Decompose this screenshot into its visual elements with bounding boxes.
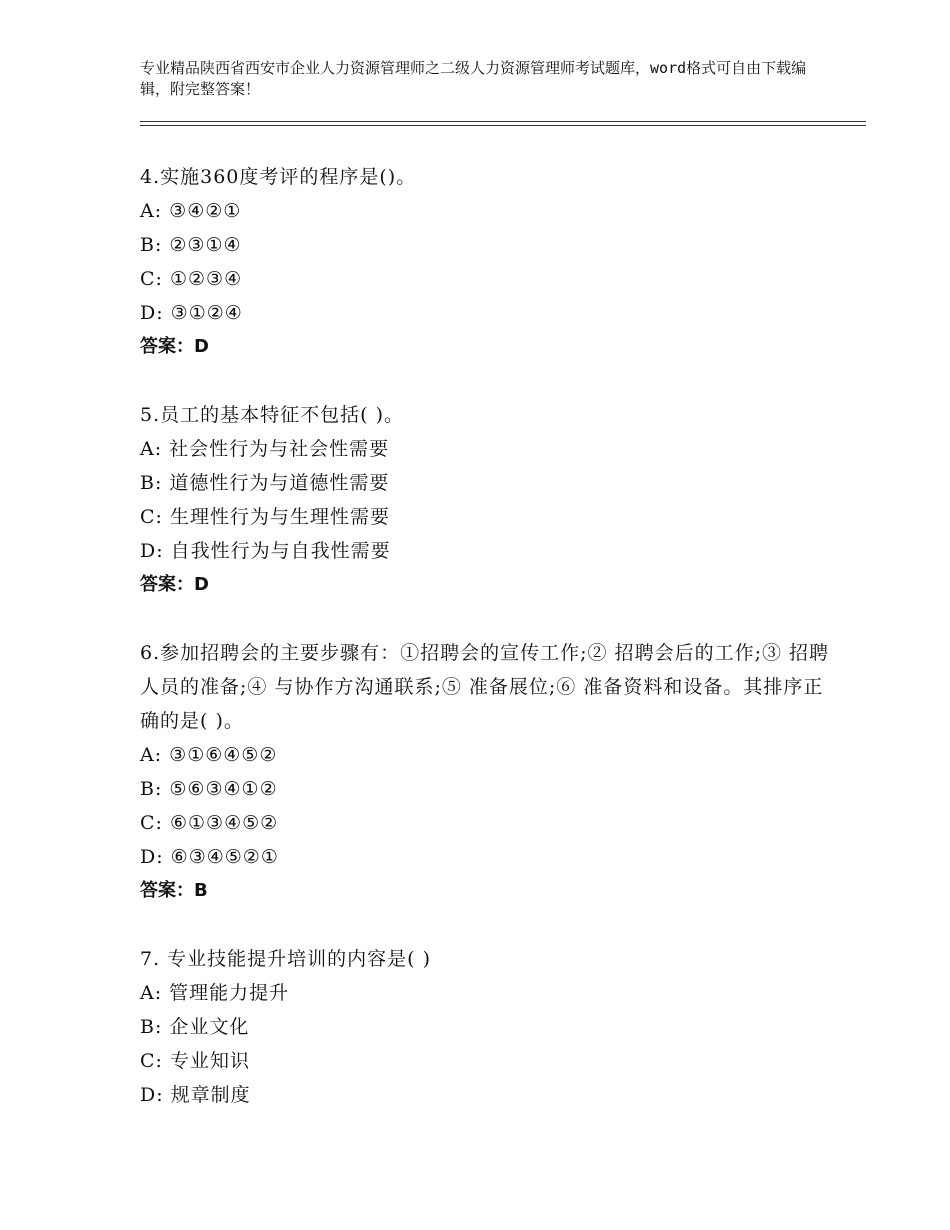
option-c: C: 专业知识 [140, 1050, 250, 1072]
question-text: 7. 专业技能提升培训的内容是( ) [140, 948, 432, 970]
option-c: C: 生理性行为与生理性需要 [140, 506, 390, 528]
option-d: D: 自我性行为与自我性需要 [140, 540, 391, 562]
option-b: B: 企业文化 [140, 1016, 250, 1038]
question-text: 4.实施360度考评的程序是()。 [140, 166, 417, 188]
answer-label: 答案：D [140, 574, 209, 595]
option-a: A: 社会性行为与社会性需要 [140, 438, 390, 460]
option-a: A: 管理能力提升 [140, 982, 290, 1004]
question-4 [140, 160, 830, 364]
option-d: D: 规章制度 [140, 1084, 251, 1106]
header-rule-top [140, 121, 866, 122]
question-7 [140, 942, 830, 1112]
option-a: A: ③④②① [140, 200, 242, 222]
document-header [140, 58, 830, 100]
answer-label: 答案：B [140, 880, 208, 901]
option-d: D: ⑥③④⑤②① [140, 846, 279, 868]
option-b: B: 道德性行为与道德性需要 [140, 472, 390, 494]
option-b: B: ②③①④ [140, 234, 242, 256]
header-rule-bottom [140, 125, 866, 126]
header-title: 专业精品陕西省西安市企业人力资源管理师之二级人力资源管理师考试题库，word格式可自由下载编辑，附完整答案！ [140, 59, 807, 98]
question-6 [140, 636, 830, 908]
option-d: D: ③①②④ [140, 302, 243, 324]
question-5 [140, 398, 830, 602]
option-c: C: ⑥①③④⑤② [140, 812, 279, 834]
question-text: 6.参加招聘会的主要步骤有：①招聘会的宣传工作;② 招聘会后的工作;③ 招聘人员的准备;④ 与协作方沟通联系;⑤ 准备展位;⑥ 准备资料和设备。其排序正确的是( )。 [140, 642, 830, 732]
option-c: C: ①②③④ [140, 268, 243, 290]
option-b: B: ⑤⑥③④①② [140, 778, 278, 800]
question-text: 5.员工的基本特征不包括( )。 [140, 404, 404, 426]
question-list [140, 160, 830, 1146]
option-a: A: ③①⑥④⑤② [140, 744, 278, 766]
answer-label: 答案：D [140, 336, 209, 357]
